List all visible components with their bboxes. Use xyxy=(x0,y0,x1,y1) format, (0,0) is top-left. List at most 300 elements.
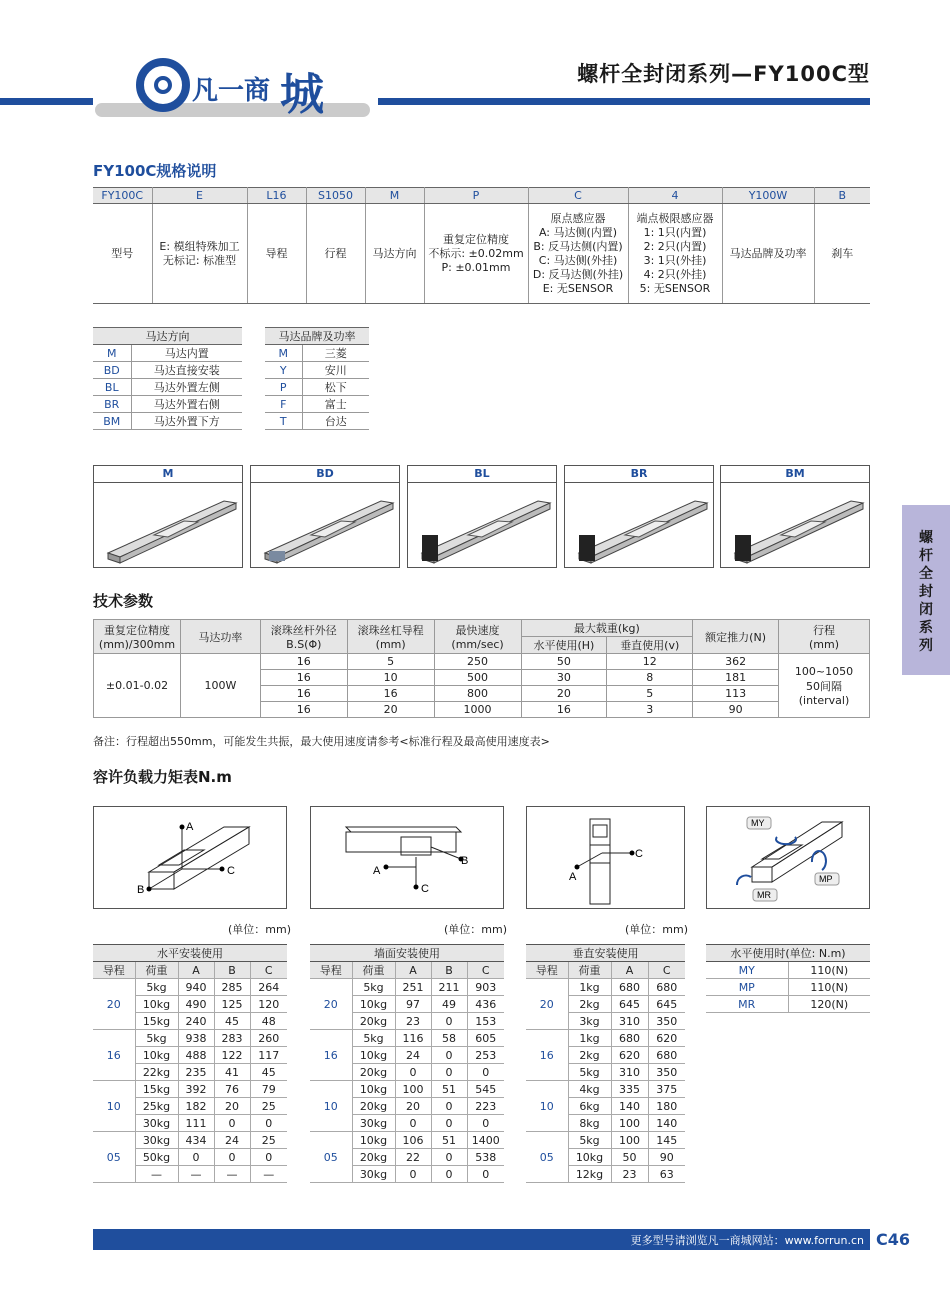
spec-desc-line: D: 反马达侧(外挂) xyxy=(532,267,624,281)
lead-value: 16 xyxy=(310,1030,352,1081)
module-image-bl xyxy=(407,465,557,568)
tech-cell: 16 xyxy=(260,702,347,718)
tech-cell: 10 xyxy=(347,670,434,686)
column-header: 导程 xyxy=(526,962,568,979)
lead-value: 10 xyxy=(93,1081,135,1132)
load-cell: 20kg xyxy=(352,1098,395,1115)
load-cell: 0 xyxy=(178,1149,214,1166)
row-value: 富士 xyxy=(302,396,369,413)
load-cell: 20 xyxy=(395,1098,431,1115)
load-cell: 15kg xyxy=(135,1081,178,1098)
moment-code: MP xyxy=(706,979,788,996)
diagram-wall xyxy=(310,806,504,909)
table-row xyxy=(93,1081,287,1098)
spec-code: B xyxy=(814,188,870,204)
load-cell: 30kg xyxy=(352,1115,395,1132)
tech-cell: 113 xyxy=(693,686,779,702)
module-image-bm xyxy=(720,465,870,568)
load-cell: 22 xyxy=(395,1149,431,1166)
load-cell: 645 xyxy=(648,996,685,1013)
module-image-caption: BR xyxy=(565,466,713,483)
page-title: 螺杆全封闭系列—FY100C型 xyxy=(577,62,870,86)
table-row xyxy=(93,362,242,379)
load-cell: 0 xyxy=(467,1166,504,1183)
module-image-caption: BL xyxy=(408,466,556,483)
diag3-label-a: A xyxy=(569,871,577,883)
load-cell: 211 xyxy=(431,979,467,996)
moment-code: MR xyxy=(706,996,788,1013)
load-cell: 260 xyxy=(250,1030,287,1047)
load-cell: 0 xyxy=(214,1149,250,1166)
spec-desc xyxy=(152,204,247,304)
load-cell: 10kg xyxy=(352,1081,395,1098)
load-cell: 0 xyxy=(467,1115,504,1132)
row-code: BR xyxy=(93,396,131,413)
row-value: 三菱 xyxy=(302,345,369,362)
load-cell: 76 xyxy=(214,1081,250,1098)
diag1-label-a: A xyxy=(186,821,194,833)
wall-table-title: 墙面安装使用 xyxy=(310,945,504,962)
unit-label-2: (单位：mm) xyxy=(444,923,508,936)
load-cell: 20kg xyxy=(352,1149,395,1166)
table-title-row xyxy=(310,945,504,962)
table-row xyxy=(265,413,369,430)
spec-desc-line: 端点极限感应器 xyxy=(636,211,714,225)
row-code: P xyxy=(265,379,302,396)
load-cell: 125 xyxy=(214,996,250,1013)
load-cell: 122 xyxy=(214,1047,250,1064)
table-row xyxy=(94,654,870,670)
diag2-label-b: B xyxy=(461,855,469,867)
h-lead: 滚珠丝杠导程 (mm) xyxy=(347,620,434,654)
column-header: C xyxy=(648,962,685,979)
moment-title: 容许负载力矩表N.m xyxy=(93,768,232,786)
load-cell: 434 xyxy=(178,1132,214,1149)
load-cell: 63 xyxy=(648,1166,685,1183)
load-cell: 436 xyxy=(467,996,504,1013)
load-cell: 680 xyxy=(611,979,648,996)
load-cell: 538 xyxy=(467,1149,504,1166)
side-tab-char: 封 xyxy=(919,584,933,600)
load-cell: 111 xyxy=(178,1115,214,1132)
side-tab xyxy=(902,505,950,675)
lead-value: 16 xyxy=(93,1030,135,1081)
spec-code: C xyxy=(528,188,628,204)
load-cell: 97 xyxy=(395,996,431,1013)
spec-code: 4 xyxy=(628,188,722,204)
load-cell: 375 xyxy=(648,1081,685,1098)
spec-desc-line: 3: 1只(外挂) xyxy=(643,253,707,267)
load-cell: 48 xyxy=(250,1013,287,1030)
table-row xyxy=(93,1030,287,1047)
lead-value: 05 xyxy=(310,1132,352,1183)
table-row xyxy=(706,962,870,979)
table-title-row xyxy=(93,945,287,962)
column-header: B xyxy=(431,962,467,979)
load-cell: 488 xyxy=(178,1047,214,1064)
tech-table xyxy=(93,619,870,718)
load-cell: 0 xyxy=(395,1064,431,1081)
table-row xyxy=(310,1132,504,1149)
spec-desc-line: 5: 无SENSOR xyxy=(639,281,711,295)
motor-brand-title: 马达品牌及功率 xyxy=(265,328,369,345)
spec-desc xyxy=(528,204,628,304)
tech-cell: 500 xyxy=(434,670,521,686)
load-cell: 8kg xyxy=(568,1115,611,1132)
row-code: M xyxy=(93,345,131,362)
load-cell: 117 xyxy=(250,1047,287,1064)
load-cell: 20kg xyxy=(352,1013,395,1030)
load-cell: 645 xyxy=(611,996,648,1013)
load-cell: 10kg xyxy=(135,996,178,1013)
load-cell: 0 xyxy=(214,1115,250,1132)
spec-table xyxy=(93,187,870,304)
logo-bearing-icon xyxy=(136,58,190,112)
header-bar-right xyxy=(378,98,870,105)
side-tab-char: 闭 xyxy=(919,602,933,618)
load-cell: 22kg xyxy=(135,1064,178,1081)
load-cell: 153 xyxy=(467,1013,504,1030)
stroke-line: (interval) xyxy=(798,693,850,707)
lead-value: 20 xyxy=(93,979,135,1030)
tech-cell: 16 xyxy=(260,686,347,702)
lead-value: 05 xyxy=(526,1132,568,1183)
load-cell: 0 xyxy=(395,1166,431,1183)
tech-cell: 90 xyxy=(693,702,779,718)
diag2-label-a: A xyxy=(373,865,381,877)
load-cell: 680 xyxy=(611,1030,648,1047)
load-cell: 0 xyxy=(250,1149,287,1166)
load-cell: 140 xyxy=(648,1115,685,1132)
h-power: 马达功率 xyxy=(180,620,260,654)
spec-desc-line: E: 模组特殊加工 xyxy=(159,239,240,253)
load-cell: 30kg xyxy=(352,1166,395,1183)
load-cell: 10kg xyxy=(135,1047,178,1064)
load-cell: 51 xyxy=(431,1132,467,1149)
tech-cell: 3 xyxy=(607,702,693,718)
lead-value: 10 xyxy=(310,1081,352,1132)
column-header: A xyxy=(395,962,431,979)
tech-cell: 20 xyxy=(521,686,607,702)
diagram-horizontal xyxy=(93,806,287,909)
tech-cell: 16 xyxy=(260,654,347,670)
spec-desc xyxy=(722,204,814,304)
unit-label-1: (单位：mm) xyxy=(228,923,292,936)
spec-desc-line: P: ±0.01mm xyxy=(441,260,511,274)
spec-code: Y100W xyxy=(722,188,814,204)
table-row xyxy=(93,345,242,362)
h-speed: 最快速度 (mm/sec) xyxy=(434,620,521,654)
table-row xyxy=(93,979,287,996)
load-cell: 116 xyxy=(395,1030,431,1047)
spec-desc-line: 马达方向 xyxy=(372,246,417,260)
table-row xyxy=(310,1081,504,1098)
row-value: 马达直接安装 xyxy=(131,362,242,379)
spec-desc-line: 型号 xyxy=(111,246,134,260)
stroke-line: 100~1050 xyxy=(794,664,854,678)
load-cell: 545 xyxy=(467,1081,504,1098)
spec-desc xyxy=(247,204,306,304)
load-cell: 392 xyxy=(178,1081,214,1098)
row-value: 马达外置左侧 xyxy=(131,379,242,396)
module-image-bd xyxy=(250,465,400,568)
load-cell: 5kg xyxy=(568,1064,611,1081)
logo-text-big: 城 xyxy=(280,69,324,120)
load-cell: 79 xyxy=(250,1081,287,1098)
load-cell: 0 xyxy=(467,1064,504,1081)
row-value: 马达外置下方 xyxy=(131,413,242,430)
table-row xyxy=(526,1081,685,1098)
h-stroke: 行程 (mm) xyxy=(779,620,870,654)
table-row xyxy=(265,379,369,396)
side-tab-char: 螺 xyxy=(919,530,933,546)
load-cell: 605 xyxy=(467,1030,504,1047)
diag4-label-my: MY xyxy=(751,818,765,828)
column-header: C xyxy=(467,962,504,979)
h-load-v: 垂直使用(v) xyxy=(607,637,693,654)
load-cell: 58 xyxy=(431,1030,467,1047)
load-cell: 106 xyxy=(395,1132,431,1149)
horizontal-table-title: 水平安装使用 xyxy=(93,945,287,962)
load-cell: 25 xyxy=(250,1132,287,1149)
load-cell: 350 xyxy=(648,1013,685,1030)
load-cell: 25kg xyxy=(135,1098,178,1115)
spec-desc xyxy=(628,204,722,304)
wall-load-table xyxy=(310,944,504,1183)
horizontal-moment-title: 水平使用时(单位: N.m) xyxy=(706,945,870,962)
load-cell: 5kg xyxy=(568,1132,611,1149)
tech-cell: 8 xyxy=(607,670,693,686)
spec-desc-line: 1: 1只(内置) xyxy=(643,225,707,239)
load-cell: — xyxy=(178,1166,214,1183)
table-row xyxy=(265,396,369,413)
load-cell: 0 xyxy=(395,1115,431,1132)
load-cell: — xyxy=(135,1166,178,1183)
load-cell: 120 xyxy=(250,996,287,1013)
row-code: M xyxy=(265,345,302,362)
spec-code: FY100C xyxy=(93,188,152,204)
spec-desc-line: 行程 xyxy=(324,246,347,260)
spec-desc-line: 不标示: ±0.02mm xyxy=(428,246,524,260)
load-cell: 310 xyxy=(611,1013,648,1030)
row-code: Y xyxy=(265,362,302,379)
load-cell: 1kg xyxy=(568,979,611,996)
spec-desc-line: 导程 xyxy=(265,246,288,260)
load-cell: 140 xyxy=(611,1098,648,1115)
load-cell: 0 xyxy=(431,1047,467,1064)
spec-code: P xyxy=(424,188,528,204)
vertical-load-table xyxy=(526,944,685,1183)
load-cell: 240 xyxy=(178,1013,214,1030)
load-cell: 264 xyxy=(250,979,287,996)
diag4-label-mp: MP xyxy=(819,874,833,884)
h-thrust: 额定推力(N) xyxy=(693,620,779,654)
side-tab-char: 全 xyxy=(919,566,933,582)
tech-cell: 181 xyxy=(693,670,779,686)
row-value: 台达 xyxy=(302,413,369,430)
spec-desc xyxy=(365,204,424,304)
table-row xyxy=(265,345,369,362)
h-accuracy: 重复定位精度 (mm)/300mm xyxy=(94,620,181,654)
load-cell: 15kg xyxy=(135,1013,178,1030)
load-cell: — xyxy=(214,1166,250,1183)
table-row xyxy=(265,362,369,379)
load-cell: 45 xyxy=(214,1013,250,1030)
lead-value: 10 xyxy=(526,1081,568,1132)
load-cell: 0 xyxy=(431,1098,467,1115)
page-number: C46 xyxy=(876,1230,911,1249)
spec-desc-line: 刹车 xyxy=(831,246,854,260)
tech-cell: 362 xyxy=(693,654,779,670)
table-header-row xyxy=(526,962,685,979)
table-row xyxy=(93,379,242,396)
column-header: A xyxy=(611,962,648,979)
lead-value: 05 xyxy=(93,1132,135,1183)
tech-cell: 5 xyxy=(347,654,434,670)
lead-value: 20 xyxy=(310,979,352,1030)
footer-text: 更多型号请浏览凡一商城网站：www.forrun.cn xyxy=(630,1234,864,1247)
table-row xyxy=(526,979,685,996)
load-cell: 620 xyxy=(648,1030,685,1047)
spec-desc xyxy=(424,204,528,304)
column-header: B xyxy=(214,962,250,979)
load-cell: 0 xyxy=(431,1064,467,1081)
load-cell: 20kg xyxy=(352,1064,395,1081)
load-cell: 10kg xyxy=(352,1132,395,1149)
h-load: 最大载重(kg) xyxy=(521,620,693,637)
tech-cell: 1000 xyxy=(434,702,521,718)
load-cell: 23 xyxy=(611,1166,648,1183)
tech-cell: 250 xyxy=(434,654,521,670)
load-cell: 6kg xyxy=(568,1098,611,1115)
diag3-label-c: C xyxy=(635,848,643,860)
load-cell: 100 xyxy=(395,1081,431,1098)
load-cell: 0 xyxy=(431,1013,467,1030)
load-cell: 2kg xyxy=(568,996,611,1013)
load-cell: 285 xyxy=(214,979,250,996)
table-header-row xyxy=(93,962,287,979)
load-cell: 283 xyxy=(214,1030,250,1047)
accuracy-value: ±0.01-0.02 xyxy=(94,654,181,718)
spec-code: L16 xyxy=(247,188,306,204)
footer-bar xyxy=(93,1229,870,1250)
load-cell: 90 xyxy=(648,1149,685,1166)
table-row xyxy=(526,1030,685,1047)
vertical-table-title: 垂直安装使用 xyxy=(526,945,685,962)
unit-label-3: (单位：mm) xyxy=(625,923,689,936)
column-header: A xyxy=(178,962,214,979)
tech-cell: 50 xyxy=(521,654,607,670)
spec-desc-line: 原点感应器 xyxy=(550,211,606,225)
load-cell: 145 xyxy=(648,1132,685,1149)
load-cell: 10kg xyxy=(352,1047,395,1064)
diagram-moment xyxy=(706,806,870,909)
motor-direction-title: 马达方向 xyxy=(93,328,242,345)
load-cell: 3kg xyxy=(568,1013,611,1030)
tech-note: 备注：行程超出550mm，可能发生共振，最大使用速度请参考<标准行程及最高使用速度表> xyxy=(93,735,550,748)
diag1-label-b: B xyxy=(137,884,145,896)
table-row xyxy=(93,413,242,430)
table-row xyxy=(93,1132,287,1149)
spec-code: S1050 xyxy=(306,188,365,204)
column-header: 荷重 xyxy=(568,962,611,979)
load-cell: 940 xyxy=(178,979,214,996)
table-row xyxy=(310,1030,504,1047)
spec-desc-line: E: 无SENSOR xyxy=(542,281,614,295)
spec-desc-line: 无标记: 标准型 xyxy=(162,253,237,267)
load-cell: 4kg xyxy=(568,1081,611,1098)
load-cell: — xyxy=(250,1166,287,1183)
spec-desc-line: A: 马达侧(内置) xyxy=(538,225,618,239)
row-code: T xyxy=(265,413,302,430)
load-cell: 100 xyxy=(611,1115,648,1132)
load-cell: 182 xyxy=(178,1098,214,1115)
spec-title: FY100C规格说明 xyxy=(93,162,217,180)
spec-desc-line: 马达品牌及功率 xyxy=(729,246,807,260)
load-cell: 0 xyxy=(431,1166,467,1183)
module-image-caption: BD xyxy=(251,466,399,483)
tech-title: 技术参数 xyxy=(93,592,154,610)
load-cell: 350 xyxy=(648,1064,685,1081)
motor-brand-table xyxy=(265,327,369,430)
module-image-br xyxy=(564,465,714,568)
load-cell: 253 xyxy=(467,1047,504,1064)
load-cell: 24 xyxy=(395,1047,431,1064)
side-tab-char: 系 xyxy=(919,620,933,636)
header-bar-left xyxy=(0,98,93,105)
row-value: 松下 xyxy=(302,379,369,396)
power-value: 100W xyxy=(180,654,260,718)
load-cell: 50kg xyxy=(135,1149,178,1166)
stroke-value xyxy=(779,654,870,718)
module-image-caption: M xyxy=(94,466,242,483)
diagram-vertical xyxy=(526,806,685,909)
load-cell: 10kg xyxy=(352,996,395,1013)
load-cell: 0 xyxy=(431,1115,467,1132)
tech-cell: 12 xyxy=(607,654,693,670)
load-cell: 30kg xyxy=(135,1115,178,1132)
load-cell: 20 xyxy=(214,1098,250,1115)
load-cell: 30kg xyxy=(135,1132,178,1149)
row-code: BD xyxy=(93,362,131,379)
spec-desc-line: 2: 2只(内置) xyxy=(643,239,707,253)
row-code: BL xyxy=(93,379,131,396)
module-image-caption: BM xyxy=(721,466,869,483)
table-row xyxy=(706,996,870,1013)
h-dia: 滚珠丝杆外径 B.S(Φ) xyxy=(260,620,347,654)
load-cell: 25 xyxy=(250,1098,287,1115)
table-row xyxy=(310,979,504,996)
tech-cell: 30 xyxy=(521,670,607,686)
table-row xyxy=(706,979,870,996)
load-cell: 680 xyxy=(648,979,685,996)
load-cell: 251 xyxy=(395,979,431,996)
horizontal-moment-table xyxy=(706,944,870,1013)
spec-desc xyxy=(814,204,870,304)
diag1-label-c: C xyxy=(227,865,235,877)
load-cell: 620 xyxy=(611,1047,648,1064)
table-row xyxy=(526,1132,685,1149)
load-cell: 5kg xyxy=(352,979,395,996)
tech-cell: 16 xyxy=(347,686,434,702)
row-value: 马达外置右侧 xyxy=(131,396,242,413)
load-cell: 1400 xyxy=(467,1132,504,1149)
tech-cell: 800 xyxy=(434,686,521,702)
load-cell: 45 xyxy=(250,1064,287,1081)
row-code: F xyxy=(265,396,302,413)
spec-desc-line: 4: 2只(外挂) xyxy=(643,267,707,281)
load-cell: 680 xyxy=(648,1047,685,1064)
